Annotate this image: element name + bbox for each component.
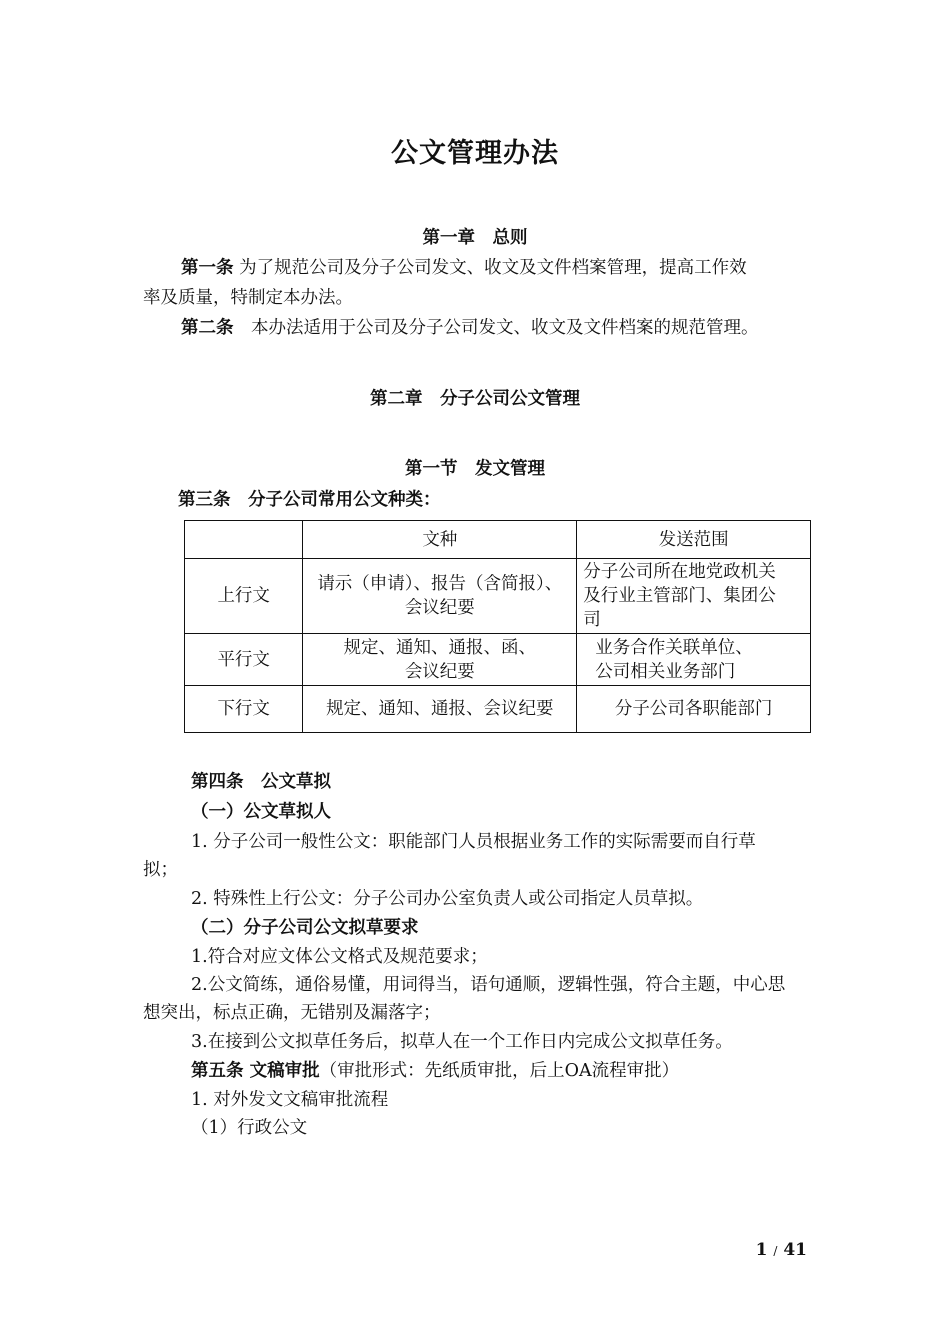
cell-line: 会议纪要	[404, 661, 475, 682]
article-1-label: 第一条	[181, 258, 234, 278]
list-item-cont: 拟；	[143, 860, 178, 880]
table-header-cell: 发送范围	[577, 521, 811, 559]
list-item: （1）行政公文	[191, 1118, 308, 1138]
table-cell	[577, 634, 811, 686]
table-cell: 规定、通知、通报、会议纪要	[303, 686, 577, 733]
chapter-1-heading: 第一章 总则	[422, 228, 528, 248]
page-number	[756, 1240, 807, 1260]
cell-line: 司	[583, 610, 601, 630]
list-item-cont: 想突出，标点正确，无错别及漏落字；	[143, 1003, 441, 1023]
page-separator: /	[773, 1244, 778, 1258]
list-item: 2.公文简练，通俗易懂，用词得当，语句通顺，逻辑性强，符合主题，中心思	[191, 975, 786, 995]
article-5-text: （审批形式：先纸质审批，后上OA流程审批）	[319, 1061, 680, 1081]
table-cell: 分子公司各职能部门	[577, 686, 811, 733]
page-total: 41	[783, 1240, 807, 1260]
table-cell	[303, 559, 577, 634]
list-item: 1.符合对应文体公文格式及规范要求；	[191, 947, 488, 967]
list-item: 1. 对外发文文稿审批流程	[191, 1090, 389, 1110]
table-header-row	[185, 521, 811, 559]
list-item: 3.在接到公文拟草任务后，拟草人在一个工作日内完成公文拟草任务。	[191, 1032, 733, 1052]
article-2-text: 本办法适用于公司及分子公司发文、收文及文件档案的规范管理。	[251, 318, 759, 338]
article-2	[181, 313, 759, 343]
article-5-label: 第五条 文稿审批	[191, 1061, 320, 1081]
table-row	[185, 634, 811, 686]
article-1-cont: 率及质量，特制定本办法。	[143, 288, 353, 308]
article-1	[181, 253, 747, 283]
table-cell	[577, 559, 811, 634]
cell-line: 请示（申请）、报告（含简报）、	[317, 574, 563, 594]
table-row	[185, 686, 811, 733]
table-header-cell: 文种	[303, 521, 577, 559]
cell-line: 规定、通知、通报、函、	[343, 637, 537, 658]
document-title: 公文管理办法	[391, 138, 559, 169]
list-item: 2. 特殊性上行公文：分子公司办公室负责人或公司指定人员草拟。	[191, 889, 704, 909]
cell-line: 及行业主管部门、集团公	[583, 586, 776, 606]
table-cell: 下行文	[185, 686, 303, 733]
table-cell: 上行文	[185, 559, 303, 634]
section-1-heading: 第一节 发文管理	[405, 459, 545, 479]
article-2-label: 第二条	[181, 318, 234, 338]
subsection-2: （二）分子公司公文拟草要求	[191, 918, 419, 938]
cell-line: 分子公司所在地党政机关	[583, 562, 776, 582]
table-header-cell	[185, 521, 303, 559]
table-cell	[303, 634, 577, 686]
article-5	[191, 1056, 679, 1086]
subsection-1: （一）公文草拟人	[191, 802, 331, 822]
cell-line: 公司相关业务部门	[595, 661, 736, 682]
page-current: 1	[755, 1240, 768, 1260]
table-cell: 平行文	[185, 634, 303, 686]
list-item: 1. 分子公司一般性公文：职能部门人员根据业务工作的实际需要而自行草	[191, 832, 756, 852]
article-1-text: 为了规范公司及分子公司发文、收文及文件档案管理，提高工作效	[239, 258, 747, 278]
table-row	[185, 559, 811, 634]
cell-line: 会议纪要	[404, 598, 475, 618]
article-4: 第四条 公文草拟	[191, 772, 331, 792]
chapter-2-heading: 第二章 分子公司公文管理	[370, 389, 580, 409]
cell-line: 业务合作关联单位、	[595, 637, 753, 658]
article-3: 第三条 分子公司常用公文种类：	[178, 490, 441, 510]
document-type-table	[184, 520, 811, 733]
